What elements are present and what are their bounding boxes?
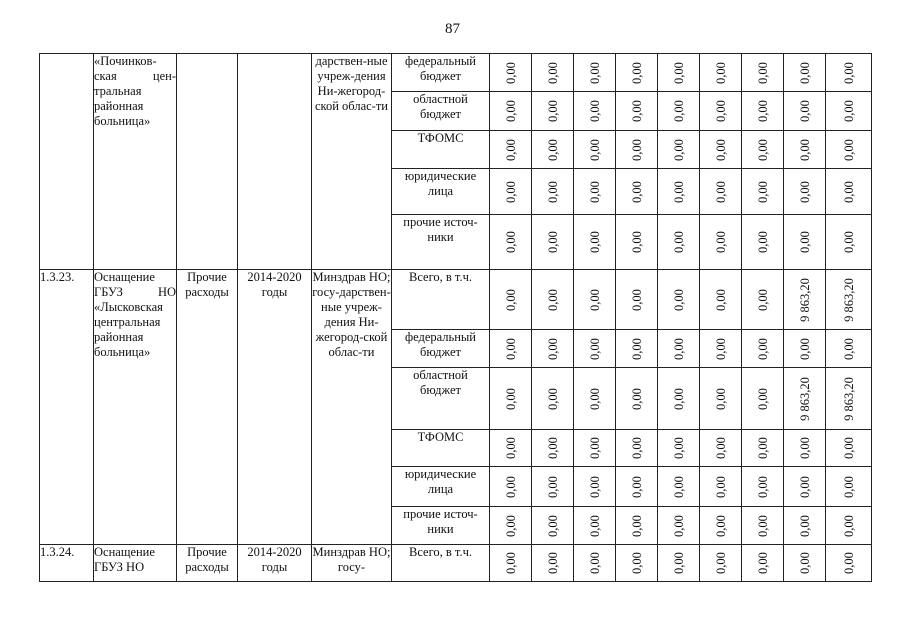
amount-cell <box>700 92 742 131</box>
amount-cell <box>532 507 574 545</box>
amount-value: 0,00 <box>671 288 686 311</box>
amount-cell <box>616 545 658 582</box>
amount-value: 0,00 <box>755 514 770 537</box>
amount-value: 0,00 <box>545 475 560 498</box>
funding-source: Всего, в т.ч. <box>392 270 490 330</box>
amount-cell <box>658 215 700 270</box>
amount-value: 0,00 <box>629 100 644 122</box>
amount-cell <box>784 92 826 131</box>
amount-value: 0,00 <box>629 61 644 84</box>
amount-cell <box>616 467 658 507</box>
amount-cell <box>490 368 532 430</box>
amount-value: 0,00 <box>545 100 560 122</box>
funding-source: юридические лица <box>392 169 490 215</box>
amount-value: 0,00 <box>671 231 686 253</box>
amount-cell <box>784 330 826 368</box>
amount-cell <box>784 131 826 169</box>
amount-cell <box>784 215 826 270</box>
amount-cell <box>616 215 658 270</box>
amount-value: 0,00 <box>713 138 728 161</box>
amount-value: 0,00 <box>545 180 560 203</box>
amount-cell <box>490 330 532 368</box>
funding-source: Всего, в т.ч. <box>392 545 490 582</box>
amount-value: 0,00 <box>503 288 518 311</box>
executor: дарствен-ные учреж-дения Ни-жегород-ской облас-ти <box>312 54 392 270</box>
amount-cell <box>574 467 616 507</box>
amount-cell <box>784 270 826 330</box>
amount-cell <box>532 430 574 467</box>
amount-value: 0,00 <box>503 61 518 84</box>
amount-value: 0,00 <box>841 180 856 203</box>
amount-value: 0,00 <box>503 337 518 360</box>
amount-cell <box>532 169 574 215</box>
amount-value: 0,00 <box>545 231 560 253</box>
amount-cell <box>826 215 872 270</box>
amount-cell <box>826 270 872 330</box>
amount-value: 0,00 <box>629 180 644 203</box>
amount-cell <box>532 270 574 330</box>
amount-cell <box>742 467 784 507</box>
amount-value: 0,00 <box>841 437 856 459</box>
amount-cell <box>490 169 532 215</box>
amount-cell <box>490 131 532 169</box>
amount-cell <box>616 54 658 92</box>
amount-value: 0,00 <box>629 475 644 498</box>
amount-cell <box>490 92 532 131</box>
table-row <box>40 54 872 92</box>
amount-cell <box>658 507 700 545</box>
amount-value: 0,00 <box>755 138 770 161</box>
amount-value: 0,00 <box>755 437 770 459</box>
page-number: 87 <box>445 21 460 37</box>
amount-value: 0,00 <box>797 437 812 459</box>
amount-cell <box>532 330 574 368</box>
amount-value: 0,00 <box>797 552 812 574</box>
amount-value: 0,00 <box>713 437 728 459</box>
amount-cell <box>616 131 658 169</box>
amount-value: 0,00 <box>797 231 812 253</box>
funding-source: прочие источ-ники <box>392 507 490 545</box>
amount-value: 0,00 <box>671 337 686 360</box>
budget-table <box>39 53 872 582</box>
amount-value: 0,00 <box>629 437 644 459</box>
amount-cell <box>532 545 574 582</box>
amount-cell <box>784 467 826 507</box>
amount-cell <box>658 330 700 368</box>
amount-value: 0,00 <box>755 288 770 311</box>
amount-cell <box>742 215 784 270</box>
amount-cell <box>658 430 700 467</box>
amount-cell <box>658 131 700 169</box>
amount-value: 0,00 <box>587 437 602 459</box>
expense-kind: Прочие расходы <box>177 545 238 582</box>
amount-cell <box>826 545 872 582</box>
executor: Минздрав НО; госу-дарствен-ные учреж-дения Ни-жегород-ской облас-ти <box>312 270 392 545</box>
amount-cell <box>490 430 532 467</box>
amount-value: 0,00 <box>503 514 518 537</box>
amount-value: 0,00 <box>503 180 518 203</box>
amount-cell <box>826 169 872 215</box>
amount-cell <box>658 169 700 215</box>
amount-cell <box>742 507 784 545</box>
amount-value: 0,00 <box>629 552 644 574</box>
amount-cell <box>532 215 574 270</box>
funding-source: федеральный бюджет <box>392 330 490 368</box>
amount-value: 0,00 <box>797 180 812 203</box>
amount-cell <box>826 467 872 507</box>
row-number: 1.3.24. <box>40 545 94 582</box>
amount-cell <box>574 270 616 330</box>
amount-cell <box>742 368 784 430</box>
amount-value: 0,00 <box>841 138 856 161</box>
amount-cell <box>658 368 700 430</box>
amount-value: 0,00 <box>671 61 686 84</box>
amount-value: 0,00 <box>755 100 770 122</box>
amount-cell <box>742 270 784 330</box>
amount-cell <box>490 270 532 330</box>
funding-source: областной бюджет <box>392 368 490 430</box>
amount-cell <box>490 467 532 507</box>
amount-cell <box>616 169 658 215</box>
amount-value: 0,00 <box>587 61 602 84</box>
amount-value: 0,00 <box>503 552 518 574</box>
amount-cell <box>616 430 658 467</box>
amount-value: 9 863,20 <box>841 277 856 322</box>
funding-source: федеральный бюджет <box>392 54 490 92</box>
amount-value: 0,00 <box>755 475 770 498</box>
amount-value: 0,00 <box>587 288 602 311</box>
amount-value: 0,00 <box>755 231 770 253</box>
amount-cell <box>700 368 742 430</box>
amount-value: 0,00 <box>545 288 560 311</box>
amount-value: 0,00 <box>629 514 644 537</box>
amount-cell <box>574 430 616 467</box>
amount-value: 9 863,20 <box>841 376 856 421</box>
amount-cell <box>574 215 616 270</box>
amount-cell <box>700 507 742 545</box>
amount-cell <box>658 467 700 507</box>
amount-value: 0,00 <box>797 100 812 122</box>
amount-cell <box>490 215 532 270</box>
amount-value: 0,00 <box>503 387 518 410</box>
amount-value: 9 863,20 <box>797 376 812 421</box>
amount-cell <box>532 131 574 169</box>
amount-cell <box>742 92 784 131</box>
amount-cell <box>490 507 532 545</box>
amount-cell <box>490 545 532 582</box>
amount-value: 0,00 <box>545 552 560 574</box>
amount-cell <box>700 467 742 507</box>
amount-cell <box>742 169 784 215</box>
amount-cell <box>700 169 742 215</box>
amount-value: 0,00 <box>587 231 602 253</box>
funding-source: ТФОМС <box>392 430 490 467</box>
amount-cell <box>700 215 742 270</box>
amount-value: 0,00 <box>755 61 770 84</box>
amount-cell <box>532 368 574 430</box>
amount-cell <box>616 368 658 430</box>
amount-cell <box>658 92 700 131</box>
amount-cell <box>616 270 658 330</box>
amount-cell <box>826 131 872 169</box>
amount-value: 0,00 <box>671 514 686 537</box>
implementation-period <box>238 54 312 270</box>
funding-source: областной бюджет <box>392 92 490 131</box>
amount-value: 0,00 <box>713 61 728 84</box>
amount-value: 0,00 <box>713 100 728 122</box>
amount-value: 0,00 <box>587 337 602 360</box>
amount-value: 0,00 <box>713 475 728 498</box>
row-number: 1.3.23. <box>40 270 94 545</box>
amount-value: 0,00 <box>713 552 728 574</box>
expense-kind <box>177 54 238 270</box>
amount-value: 0,00 <box>671 100 686 122</box>
event-name: Оснащение ГБУЗ НО <box>94 545 177 582</box>
amount-value: 0,00 <box>713 180 728 203</box>
amount-value: 0,00 <box>671 180 686 203</box>
amount-value: 0,00 <box>587 552 602 574</box>
amount-value: 0,00 <box>629 231 644 253</box>
amount-value: 0,00 <box>713 337 728 360</box>
amount-value: 0,00 <box>545 387 560 410</box>
amount-cell <box>532 467 574 507</box>
funding-source: юридические лица <box>392 467 490 507</box>
amount-value: 0,00 <box>755 387 770 410</box>
amount-cell <box>742 430 784 467</box>
amount-value: 0,00 <box>755 337 770 360</box>
amount-cell <box>700 545 742 582</box>
amount-cell <box>574 507 616 545</box>
amount-cell <box>742 54 784 92</box>
amount-cell <box>784 169 826 215</box>
amount-value: 0,00 <box>797 337 812 360</box>
amount-cell <box>742 545 784 582</box>
amount-value: 0,00 <box>587 138 602 161</box>
amount-cell <box>574 330 616 368</box>
amount-value: 0,00 <box>587 180 602 203</box>
amount-cell <box>574 131 616 169</box>
amount-value: 0,00 <box>671 138 686 161</box>
amount-value: 0,00 <box>671 437 686 459</box>
implementation-period: 2014-2020 годы <box>238 545 312 582</box>
amount-cell <box>784 545 826 582</box>
amount-cell <box>616 330 658 368</box>
amount-cell <box>574 368 616 430</box>
amount-cell <box>658 545 700 582</box>
amount-cell <box>742 330 784 368</box>
amount-value: 9 863,20 <box>797 277 812 322</box>
amount-value: 0,00 <box>629 138 644 161</box>
amount-cell <box>532 92 574 131</box>
amount-cell <box>784 368 826 430</box>
amount-value: 0,00 <box>797 138 812 161</box>
expense-kind: Прочие расходы <box>177 270 238 545</box>
funding-source: прочие источ-ники <box>392 215 490 270</box>
executor: Минздрав НО; госу- <box>312 545 392 582</box>
amount-value: 0,00 <box>545 61 560 84</box>
amount-value: 0,00 <box>629 288 644 311</box>
amount-cell <box>784 430 826 467</box>
amount-cell <box>700 54 742 92</box>
amount-cell <box>574 92 616 131</box>
amount-value: 0,00 <box>503 437 518 459</box>
amount-cell <box>700 131 742 169</box>
funding-source: ТФОМС <box>392 131 490 169</box>
amount-cell <box>658 54 700 92</box>
amount-value: 0,00 <box>545 138 560 161</box>
amount-value: 0,00 <box>797 514 812 537</box>
amount-cell <box>700 430 742 467</box>
amount-cell <box>826 507 872 545</box>
amount-value: 0,00 <box>797 61 812 84</box>
amount-value: 0,00 <box>671 475 686 498</box>
row-number <box>40 54 94 270</box>
amount-value: 0,00 <box>841 552 856 574</box>
amount-cell <box>826 430 872 467</box>
amount-value: 0,00 <box>629 337 644 360</box>
event-name: «Починков-ская цен-тральная районная больница» <box>94 54 177 270</box>
amount-value: 0,00 <box>503 100 518 122</box>
amount-cell <box>574 54 616 92</box>
amount-cell <box>700 270 742 330</box>
amount-cell <box>826 368 872 430</box>
amount-value: 0,00 <box>797 475 812 498</box>
amount-value: 0,00 <box>587 100 602 122</box>
amount-value: 0,00 <box>587 514 602 537</box>
amount-cell <box>700 330 742 368</box>
amount-cell <box>742 131 784 169</box>
amount-value: 0,00 <box>841 61 856 84</box>
amount-value: 0,00 <box>503 475 518 498</box>
amount-value: 0,00 <box>841 231 856 253</box>
amount-value: 0,00 <box>755 552 770 574</box>
amount-cell <box>658 270 700 330</box>
amount-value: 0,00 <box>713 288 728 311</box>
amount-cell <box>574 545 616 582</box>
amount-cell <box>784 54 826 92</box>
amount-cell <box>784 507 826 545</box>
amount-value: 0,00 <box>503 138 518 161</box>
amount-value: 0,00 <box>629 387 644 410</box>
amount-cell <box>574 169 616 215</box>
amount-value: 0,00 <box>713 387 728 410</box>
amount-value: 0,00 <box>841 475 856 498</box>
implementation-period: 2014-2020 годы <box>238 270 312 545</box>
amount-cell <box>616 92 658 131</box>
amount-value: 0,00 <box>841 100 856 122</box>
amount-cell <box>532 54 574 92</box>
amount-value: 0,00 <box>841 514 856 537</box>
amount-value: 0,00 <box>503 231 518 253</box>
table-row <box>40 270 872 330</box>
amount-value: 0,00 <box>587 387 602 410</box>
amount-value: 0,00 <box>755 180 770 203</box>
amount-value: 0,00 <box>545 437 560 459</box>
amount-value: 0,00 <box>545 514 560 537</box>
amount-value: 0,00 <box>713 231 728 253</box>
amount-value: 0,00 <box>545 337 560 360</box>
budget-table-body <box>40 54 872 582</box>
amount-value: 0,00 <box>671 552 686 574</box>
amount-cell <box>826 92 872 131</box>
amount-cell <box>616 507 658 545</box>
amount-cell <box>826 54 872 92</box>
amount-value: 0,00 <box>841 337 856 360</box>
amount-value: 0,00 <box>713 514 728 537</box>
event-name: Оснащение ГБУЗ НО «Лысковская центральная районная больница» <box>94 270 177 545</box>
amount-value: 0,00 <box>671 387 686 410</box>
amount-value: 0,00 <box>587 475 602 498</box>
amount-cell <box>490 54 532 92</box>
table-row <box>40 545 872 582</box>
amount-cell <box>826 330 872 368</box>
